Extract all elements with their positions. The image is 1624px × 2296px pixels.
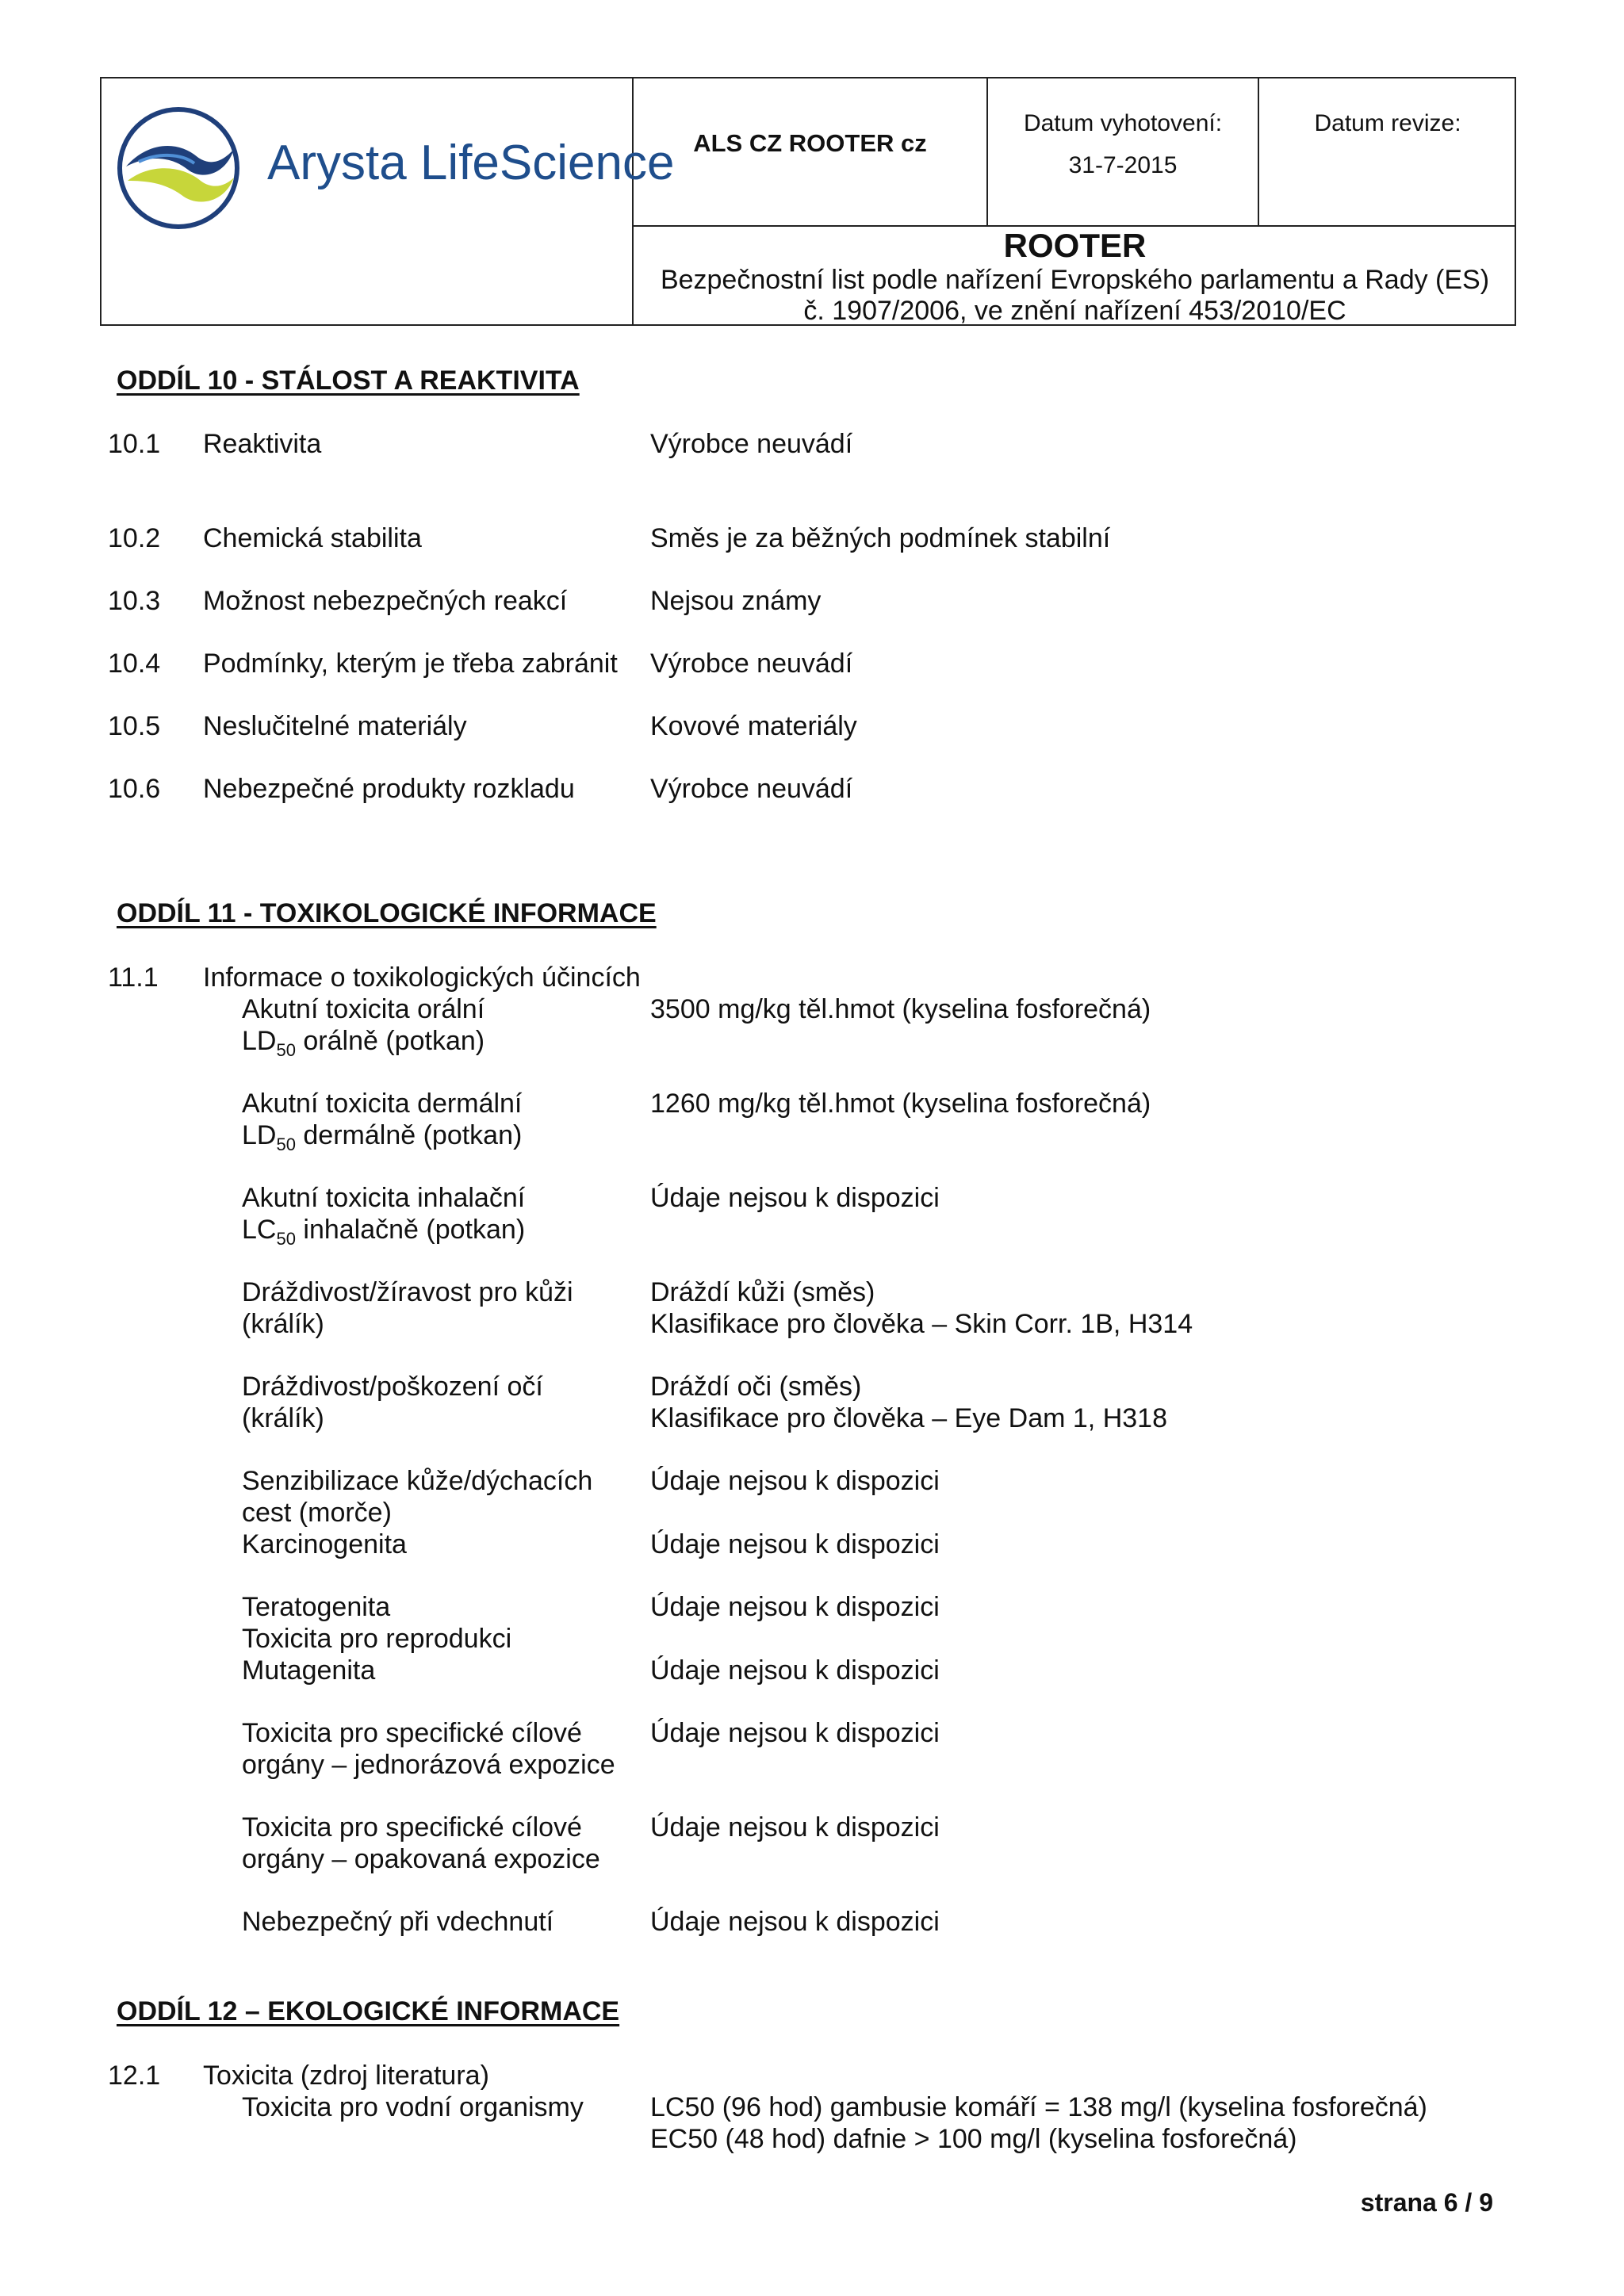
eye-label-1: Dráždivost/poškození očí [242, 1372, 543, 1402]
header-divider-3 [1258, 77, 1259, 226]
row-10-5-num: 10.5 [108, 711, 161, 741]
row-10-3-value: Nejsou známy [650, 586, 822, 616]
aquatic-label: Toxicita pro vodní organismy [242, 2092, 584, 2122]
header-divider-2 [986, 77, 988, 226]
row-10-4-num: 10.4 [108, 649, 161, 679]
repro-label: Toxicita pro reprodukci [242, 1624, 512, 1654]
acute-dermal-label: Akutní toxicita dermální [242, 1089, 523, 1119]
row-11-1-heading: Informace o toxikologických účincích [203, 962, 641, 993]
row-10-4-value: Výrobce neuvádí [650, 649, 853, 679]
stot-re-value: Údaje nejsou k dispozici [650, 1812, 940, 1843]
acute-oral-value: 3500 mg/kg těl.hmot (kyselina fosforečná) [650, 994, 1151, 1024]
ld50-oral-label: $LD_{50}$ orálně (potkan) [242, 1026, 485, 1060]
aquatic-value-2: EC50 (48 hod) dafnie > 100 mg/l (kyselina fosforečná) [650, 2124, 1297, 2154]
logo-wordmark: Arysta LifeScience [267, 136, 675, 190]
skin-label-1: Dráždivost/žíravost pro kůži [242, 1277, 573, 1307]
row-10-1-label: Reaktivita [203, 429, 322, 459]
prepared-date: 31-7-2015 [1068, 152, 1178, 178]
eye-value-1: Dráždí oči (směs) [650, 1372, 862, 1402]
muta-label: Mutagenita [242, 1655, 376, 1686]
aspiration-value: Údaje nejsou k dispozici [650, 1907, 940, 1937]
product-name: ROOTER [1003, 227, 1147, 264]
eye-label-2: (králík) [242, 1403, 324, 1433]
aspiration-label: Nebezpečný při vdechnutí [242, 1907, 554, 1937]
eye-value-2: Klasifikace pro člověka – Eye Dam 1, H318 [650, 1403, 1167, 1433]
skin-value-2: Klasifikace pro člověka – Skin Corr. 1B, H314 [650, 1309, 1193, 1339]
ld50-dermal-label: $LD_{50}$ dermálně (potkan) [242, 1120, 523, 1154]
row-10-5-value: Kovové materiály [650, 711, 857, 741]
arysta-logo-icon [115, 105, 242, 232]
row-10-6-num: 10.6 [108, 774, 161, 804]
sens-value: Údaje nejsou k dispozici [650, 1466, 940, 1496]
muta-value: Údaje nejsou k dispozici [650, 1655, 940, 1686]
page-number: strana 6 / 9 [1360, 2188, 1493, 2217]
row-11-1-num: 11.1 [108, 962, 159, 993]
prepared-label: Datum vyhotovení: [1023, 110, 1223, 136]
row-10-4-label: Podmínky, kterým je třeba zabránit [203, 649, 618, 679]
stot-re-label-2: orgány – opakovaná expozice [242, 1844, 600, 1874]
regulation-line-1: Bezpečnostní list podle nařízení Evropského parlamentu a Rady (ES) [660, 265, 1490, 295]
acute-dermal-value: 1260 mg/kg těl.hmot (kyselina fosforečná) [650, 1089, 1151, 1119]
row-10-6-value: Výrobce neuvádí [650, 774, 853, 804]
row-12-1-num: 12.1 [108, 2061, 161, 2091]
row-10-2-num: 10.2 [108, 523, 161, 553]
row-10-2-label: Chemická stabilita [203, 523, 422, 553]
acute-inhal-value: Údaje nejsou k dispozici [650, 1183, 940, 1213]
company-logo [115, 105, 675, 232]
carc-value: Údaje nejsou k dispozici [650, 1529, 940, 1559]
carc-label: Karcinogenita [242, 1529, 407, 1559]
terat-value: Údaje nejsou k dispozici [650, 1592, 940, 1622]
sens-label-1: Senzibilizace kůže/dýchacích [242, 1466, 593, 1496]
stot-se-value: Údaje nejsou k dispozici [650, 1718, 940, 1748]
row-10-1-num: 10.1 [108, 429, 161, 459]
stot-re-label-1: Toxicita pro specifické cílové [242, 1812, 582, 1843]
aquatic-value-1: LC50 (96 hod) gambusie komáří = 138 mg/l (kyselina fosforečná) [650, 2092, 1427, 2122]
row-10-1-value: Výrobce neuvádí [650, 429, 853, 459]
row-10-2-value: Směs je za běžných podmínek stabilní [650, 523, 1111, 553]
lc50-inhal-label: $LC_{50}$ inhalačně (potkan) [242, 1215, 526, 1249]
regulation-line-2: č. 1907/2006, ve znění nařízení 453/2010/EC [803, 296, 1346, 326]
sens-label-2: cest (morče) [242, 1498, 392, 1528]
stot-se-label-2: orgány – jednorázová expozice [242, 1750, 615, 1780]
row-10-3-num: 10.3 [108, 586, 161, 616]
skin-value-1: Dráždí kůži (směs) [650, 1277, 875, 1307]
row-10-6-label: Nebezpečné produkty rozkladu [203, 774, 575, 804]
terat-label: Teratogenita [242, 1592, 391, 1622]
product-code: ALS CZ ROOTER cz [693, 129, 927, 157]
section-11-title: ODDÍL 11 - TOXIKOLOGICKÉ INFORMACE [117, 898, 657, 928]
row-10-3-label: Možnost nebezpečných reakcí [203, 586, 568, 616]
section-10-title: ODDÍL 10 - STÁLOST A REAKTIVITA [117, 365, 580, 396]
section-12-title: ODDÍL 12 – EKOLOGICKÉ INFORMACE [117, 1996, 620, 2026]
acute-inhal-label: Akutní toxicita inhalační [242, 1183, 526, 1213]
revision-label: Datum revize: [1314, 110, 1461, 136]
row-12-1-heading: Toxicita (zdroj literatura) [203, 2061, 489, 2091]
row-10-5-label: Neslučitelné materiály [203, 711, 467, 741]
acute-oral-label: Akutní toxicita orální [242, 994, 485, 1024]
stot-se-label-1: Toxicita pro specifické cílové [242, 1718, 582, 1748]
skin-label-2: (králík) [242, 1309, 324, 1339]
